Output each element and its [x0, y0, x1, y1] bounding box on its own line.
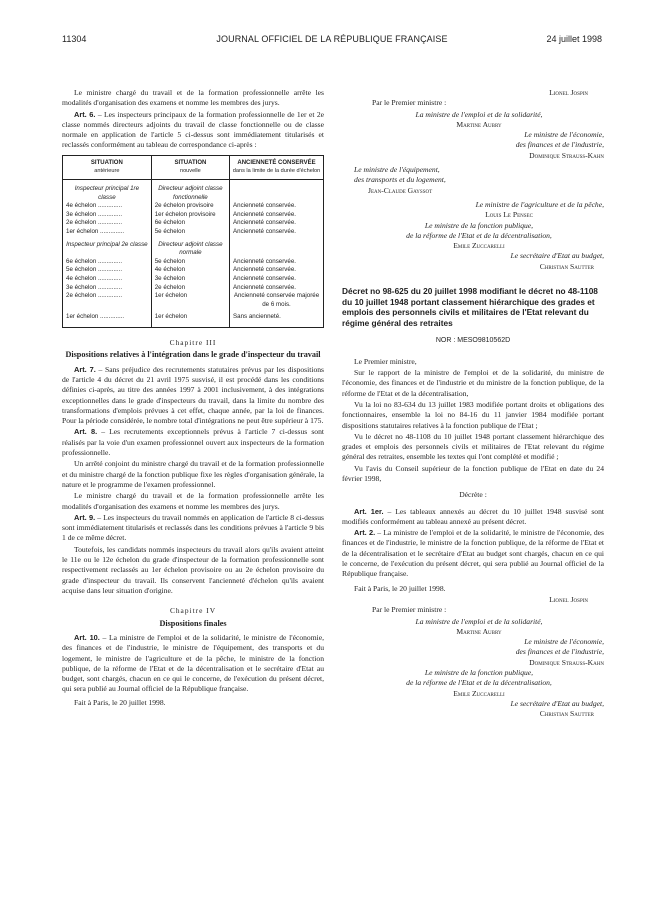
- table-cell: Ancienneté conservée.: [230, 275, 324, 284]
- signature-name: Lionel Jospin: [549, 594, 588, 604]
- table-row: [63, 258, 324, 267]
- table-cell: Ancienneté conservée.: [230, 266, 324, 275]
- issue-date: 24 juillet 1998: [546, 34, 602, 44]
- done-at: Fait à Paris, le 20 juillet 1998.: [74, 697, 166, 707]
- signature-role: La ministre de l'emploi et de la solidarité,: [415, 616, 543, 626]
- correspondence-table: [62, 155, 324, 328]
- paragraph: Le ministre chargé du travail et de la formation professionnelle arrête les modalités d'organisation des examens et nomme les membres des jurys.: [62, 491, 324, 511]
- table-cell: Ancienneté conservée.: [230, 284, 324, 293]
- table-cell: 6e échelon ..............: [63, 258, 152, 267]
- signature-role: de la réforme de l'Etat et de la décentralisation,: [406, 678, 552, 688]
- signature-intro: Par le Premier ministre :: [372, 605, 447, 615]
- table-cell: Directeur adjoint classe normale: [151, 237, 229, 258]
- signature-role: La ministre de l'emploi et de la solidarité,: [415, 109, 543, 119]
- page-header: [62, 34, 602, 46]
- signature-name: Dominique Strauss-Kahn: [529, 657, 604, 667]
- table-cell: 4e échelon ..............: [63, 275, 152, 284]
- table-cell: 3e échelon ..............: [63, 284, 152, 293]
- table-cell: 5e échelon ..............: [63, 266, 152, 275]
- article-label: Art. 1er.: [354, 506, 384, 516]
- signature-name: Martine Aubry: [456, 119, 502, 129]
- left-column: [62, 88, 324, 709]
- article-8: [62, 427, 324, 458]
- chapter-title: Dispositions relatives à l'intégration dans le grade d'inspecteur du travail: [65, 350, 321, 360]
- article-label: Art. 9.: [74, 512, 96, 522]
- signature-role: Le secrétaire d'Etat au budget,: [510, 251, 604, 261]
- table-cell: [230, 237, 324, 258]
- signature-role: Le ministre de l'économie,: [524, 130, 604, 140]
- page-number: 11304: [62, 34, 87, 44]
- table-cell: 4e échelon ..............: [63, 202, 152, 211]
- article-label: Art. 7.: [74, 364, 96, 374]
- signature-role: Le ministre de l'équipement,: [354, 165, 440, 175]
- table-header: ANCIENNETÉ CONSERVÉE dans la limite de la durée d'échelon: [230, 155, 324, 179]
- signature-name: Jean-Claude Gayssot: [368, 185, 433, 195]
- table-header-row: [63, 155, 324, 179]
- table-cell: Inspecteur principal 1re classe: [63, 179, 152, 202]
- chapter-label: Chapitre IV: [169, 606, 217, 616]
- signature-name: Emile Zuccarelli: [453, 241, 505, 251]
- table-cell: Ancienneté conservée.: [230, 202, 324, 211]
- signature-role: Le ministre de la fonction publique,: [424, 668, 534, 678]
- chapter-label: Chapitre III: [169, 337, 217, 347]
- table-header: SITUATION nouvelle: [151, 155, 229, 179]
- table-header: SITUATION antérieure: [63, 155, 152, 179]
- paragraph: Sur le rapport de la ministre de l'emploi et de la solidarité, du ministre de l'économie, des finances et de l'industrie et du ministre de la fonction publique, de la réforme de l'Etat et de la décentralisation,: [342, 368, 604, 398]
- table-row: [63, 202, 324, 211]
- article-text: – Les inspecteurs du travail nommés en application de l'article 8 ci-dessus sont immédiatement titularisés et reclassés dans les conditions prévues à l'article 9 bis 1 de ce même décret.: [62, 512, 324, 543]
- table-row: [63, 292, 324, 309]
- signature-name: Louis Le Pensec: [485, 210, 533, 220]
- table-cell: 3e échelon ..............: [63, 211, 152, 220]
- table-cell: Sans ancienneté.: [230, 309, 324, 327]
- signature-role: Le ministre de l'économie,: [524, 637, 604, 647]
- article-6: [62, 110, 324, 151]
- signature-name: Christian Sautter: [539, 709, 594, 719]
- article-10: [62, 633, 324, 695]
- article-text: – La ministre de l'emploi et de la solidarité, le ministre de l'économie, des finances et de l'industrie, le ministre de l'équipement, des transports et du logement, le ministre de l'agriculture et de la pêche, le ministre de la fonction publique, de la réforme de l'Etat et de la décentralisation et le secrétaire d'Etat au budget, sont chargés, chacun en ce qui le concerne, de l'exécution du présent décret, qui sera publié au Journal officiel de la République française.: [62, 633, 324, 694]
- paragraph: Vu la loi no 83-634 du 13 juillet 1983 modifiée portant droits et obligations des fonctionnaires, ensemble la loi no 84-16 du 11 janvier 1984 modifiée portant dispositions statutaires relatives à la fonction publique de l'Etat ;: [342, 399, 604, 430]
- table-cell: 1er échelon: [151, 309, 229, 327]
- decree-title: Décret no 98-625 du 20 juillet 1998 modifiant le décret no 48-1108 du 10 juillet 1948 portant classement hiérarchique des grades et emplois des personnels civils et militaires de l'Etat relevant du régime général des retraites: [342, 286, 598, 328]
- article-text: – Sans préjudice des recrutements statutaires prévus par les dispositions de l'article 4 du décret du 21 avril 1975 susvisé, il est procédé dans les conditions définies ci-après, au titre des années 1997 à 2001 inclusivement, à des intégrations exceptionnelles dans le grade d'inspecteurs du travail, dans la limite du nombre des transformations d'emplois prévues à cet effet, chaque année, par la loi de finances. Pour la période considérée, le nombre total d'intégrations ne peut être supérieur à 175.: [62, 364, 325, 426]
- table-row: [63, 219, 324, 228]
- signature-name: Dominique Strauss-Kahn: [529, 150, 604, 160]
- signature-role: Le ministre de la fonction publique,: [424, 220, 534, 230]
- paragraph: Vu l'avis du Conseil supérieur de la fonction publique de l'Etat en date du 24 février 1998,: [342, 463, 604, 483]
- paragraph: Vu le décret no 48-1108 du 10 juillet 1948 portant classement hiérarchique des grades et emplois des personnels civils et militaires de l'Etat relevant du régime général des retraites, ensemble les textes qui l'ont complété et modifié ;: [342, 431, 604, 462]
- table-row: [63, 266, 324, 275]
- table-cell: 1er échelon ..............: [63, 228, 152, 237]
- table-cell: 3e échelon: [151, 275, 229, 284]
- chapter-title: Dispositions finales: [159, 618, 227, 628]
- done-at: Fait à Paris, le 20 juillet 1998.: [354, 583, 446, 593]
- article-7: [62, 365, 324, 427]
- paragraph: Toutefois, les candidats nommés inspecteurs du travail alors qu'ils avaient atteint le 11e ou le 12e échelon du grade d'inspecteur de la formation professionnelle sont respectivement reclassés au 1er échelon provisoire ou au 2e échelon provisoire du grade d'inspecteur du travail. Ils conservent l'ancienneté d'échelon qu'ils avaient acquise dans leur situation d'origine.: [62, 544, 324, 595]
- table-row: [63, 228, 324, 237]
- paragraph: Un arrêté conjoint du ministre chargé du travail et de la formation professionnelle et du ministre chargé de la fonction publique fixe les règles d'organisation générale, la nature et le programme de l'examen professionnel.: [62, 459, 324, 489]
- signature-role: de la réforme de l'Etat et de la décentralisation,: [406, 230, 552, 240]
- table-group-row: [63, 237, 324, 258]
- table-cell: 5e échelon: [151, 258, 229, 267]
- table-row: [63, 309, 324, 327]
- article-2: [342, 528, 604, 579]
- signature-name: Martine Aubry: [456, 626, 502, 636]
- signature-name: Christian Sautter: [539, 261, 594, 271]
- article-label: Art. 8.: [74, 427, 98, 437]
- article-text: – Les tableaux annexés au décret du 10 juillet 1948 susvisé sont modifiés conformément au tableau annexé au présent décret.: [342, 506, 605, 526]
- article-1: [342, 507, 604, 528]
- table-row: [63, 275, 324, 284]
- table-cell: 1er échelon: [151, 292, 229, 309]
- table-cell: 4e échelon: [151, 266, 229, 275]
- table-row: [63, 211, 324, 220]
- table-cell: 2e échelon: [151, 284, 229, 293]
- journal-title: JOURNAL OFFICIEL DE LA RÉPUBLIQUE FRANÇAISE: [216, 34, 448, 44]
- table-cell: Ancienneté conservée majorée de 6 mois.: [230, 292, 324, 309]
- signature-role: Le secrétaire d'Etat au budget,: [510, 698, 604, 708]
- signature-role: des transports et du logement,: [354, 175, 446, 185]
- signature-role: des finances et de l'industrie,: [515, 647, 604, 657]
- table-cell: 2e échelon ..............: [63, 292, 152, 309]
- table-cell: [230, 179, 324, 202]
- table-group-row: [63, 179, 324, 202]
- signature-role: Le ministre de l'agriculture et de la pêche,: [475, 199, 604, 209]
- table-cell: 5e échelon: [151, 228, 229, 237]
- table-cell: Ancienneté conservée.: [230, 228, 324, 237]
- article-label: Art. 10.: [74, 633, 100, 642]
- table-cell: 2e échelon ..............: [63, 219, 152, 228]
- article-9: [62, 513, 324, 544]
- table-row: [63, 284, 324, 293]
- signature-name: Lionel Jospin: [549, 88, 588, 97]
- table-cell: Inspecteur principal 2e classe: [63, 237, 152, 258]
- table-cell: 6e échelon: [151, 219, 229, 228]
- paragraph: Le Premier ministre,: [354, 356, 417, 366]
- table-cell: Ancienneté conservée.: [230, 219, 324, 228]
- decree-formula: Décrète :: [459, 490, 487, 500]
- table-cell: 1er échelon provisoire: [151, 211, 229, 220]
- table-cell: Ancienneté conservée.: [230, 211, 324, 220]
- article-text: – La ministre de l'emploi et de la solidarité, le ministre de l'économie, des finances et de l'industrie, le ministre de la fonction publique, de la réforme de l'Etat et de la décentralisation et le secrétaire d'Etat au budget sont chargés, chacun en ce qui le concerne, de l'exécution du présent décret, qui sera publié au Journal officiel de la République française.: [342, 528, 605, 579]
- signature-role: des finances et de l'industrie,: [515, 140, 604, 150]
- article-label: Art. 6.: [74, 109, 96, 119]
- table-cell: 1er échelon ..............: [63, 309, 152, 327]
- signature-intro: Par le Premier ministre :: [372, 98, 447, 108]
- paragraph: Le ministre chargé du travail et de la formation professionnelle arrête les modalités d'organisation des examens et nomme les membres des jurys.: [62, 88, 324, 108]
- article-text: – Les inspecteurs principaux de la formation professionnelle de 1er et 2e classe nommés directeurs adjoints du travail de classe fonctionnelle ou de classe normale en application de l'article 5 ci-dessus sont immédiatement titularisés et reclassés conformément au tableau de correspondance ci-après :: [62, 109, 324, 150]
- table-cell: Directeur adjoint classe fonctionnelle: [151, 179, 229, 202]
- table-cell: Ancienneté conservée.: [230, 258, 324, 267]
- right-column: [342, 88, 604, 720]
- article-text: – Les recrutements exceptionnels prévus à l'article 7 ci-dessus sont réalisés par la voie d'un examen professionnel ouvert aux inspecteurs de la formation professionnelle.: [62, 427, 324, 458]
- article-label: Art. 2.: [354, 528, 376, 538]
- table-cell: 2e échelon provisoire: [151, 202, 229, 211]
- signature-name: Emile Zuccarelli: [453, 688, 505, 698]
- nor-reference: NOR : MESO9810562D: [435, 337, 511, 345]
